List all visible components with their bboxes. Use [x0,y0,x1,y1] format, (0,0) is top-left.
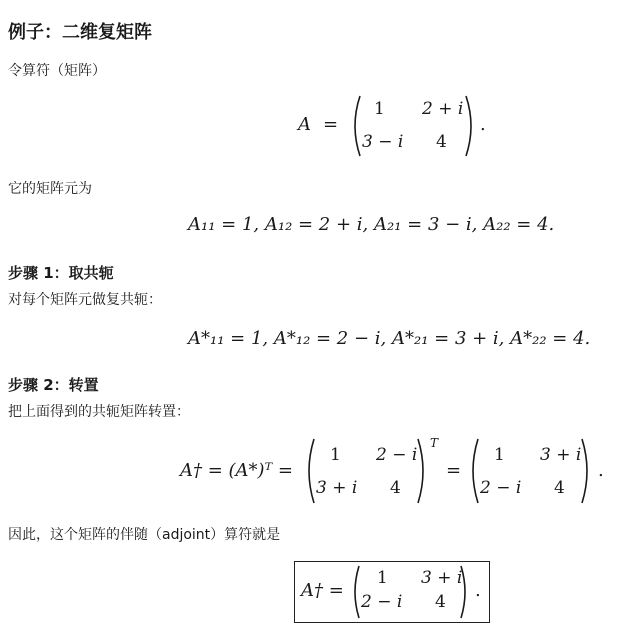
matrix-a-cell-21: 3 − i [362,132,404,152]
matrix-a-cell-22: 4 [436,132,447,152]
matrix-a-period: . [480,114,486,135]
step2-m1-cell-22: 4 [390,478,401,498]
step2-m2-cell-12: 3 + i [540,445,582,465]
step2-eq2: = [446,460,462,481]
step2-m2-cell-21: 2 − i [480,478,522,498]
step2-m1-cell-21: 3 + i [316,478,358,498]
elements-text: 它的矩阵元为 [8,181,92,197]
final-cell-22: 4 [435,592,446,612]
step2-text: 把上面得到的共轭矩阵转置： [8,404,190,420]
matrix-a-eq: = [323,114,339,135]
final-period: . [475,580,481,601]
matrix-a-cell-12: 2 + i [422,99,464,119]
step2-m1-cell-11: 1 [330,445,341,465]
intro-text: 令算符（矩阵） [8,63,106,79]
step2-period: . [598,460,604,481]
matrix-a-cell-11: 1 [374,99,385,119]
step2-m1-cell-12: 2 − i [376,445,418,465]
step1-equation: A*₁₁ = 1, A*₁₂ = 2 − i, A*₂₁ = 3 + i, A*₂₂ = 4. [188,328,591,349]
step2-lhs: A† = (A*)ᵀ = [180,460,293,481]
final-result-box [294,561,490,623]
step2-title: 步骤 2：转置 [8,376,99,394]
step1-title: 步骤 1：取共轭 [8,264,114,282]
conclusion-text: 因此，这个矩阵的伴随（adjoint）算符就是 [8,527,281,543]
step1-text: 对每个矩阵元做复共轭： [8,292,162,308]
elements-equation: A₁₁ = 1, A₁₂ = 2 + i, A₂₁ = 3 − i, A₂₂ = 4. [188,214,555,235]
section-title: 例子：二维复矩阵 [8,22,152,43]
step2-m2-cell-22: 4 [554,478,565,498]
matrix-a-lhs: A [298,114,311,135]
step2-m2-cell-11: 1 [494,445,505,465]
final-cell-21: 2 − i [361,592,403,612]
final-lhs: A† = [301,580,344,601]
final-cell-11: 1 [377,568,388,588]
final-cell-12: 3 + i [421,568,463,588]
step2-transpose-sup: T [430,436,439,450]
